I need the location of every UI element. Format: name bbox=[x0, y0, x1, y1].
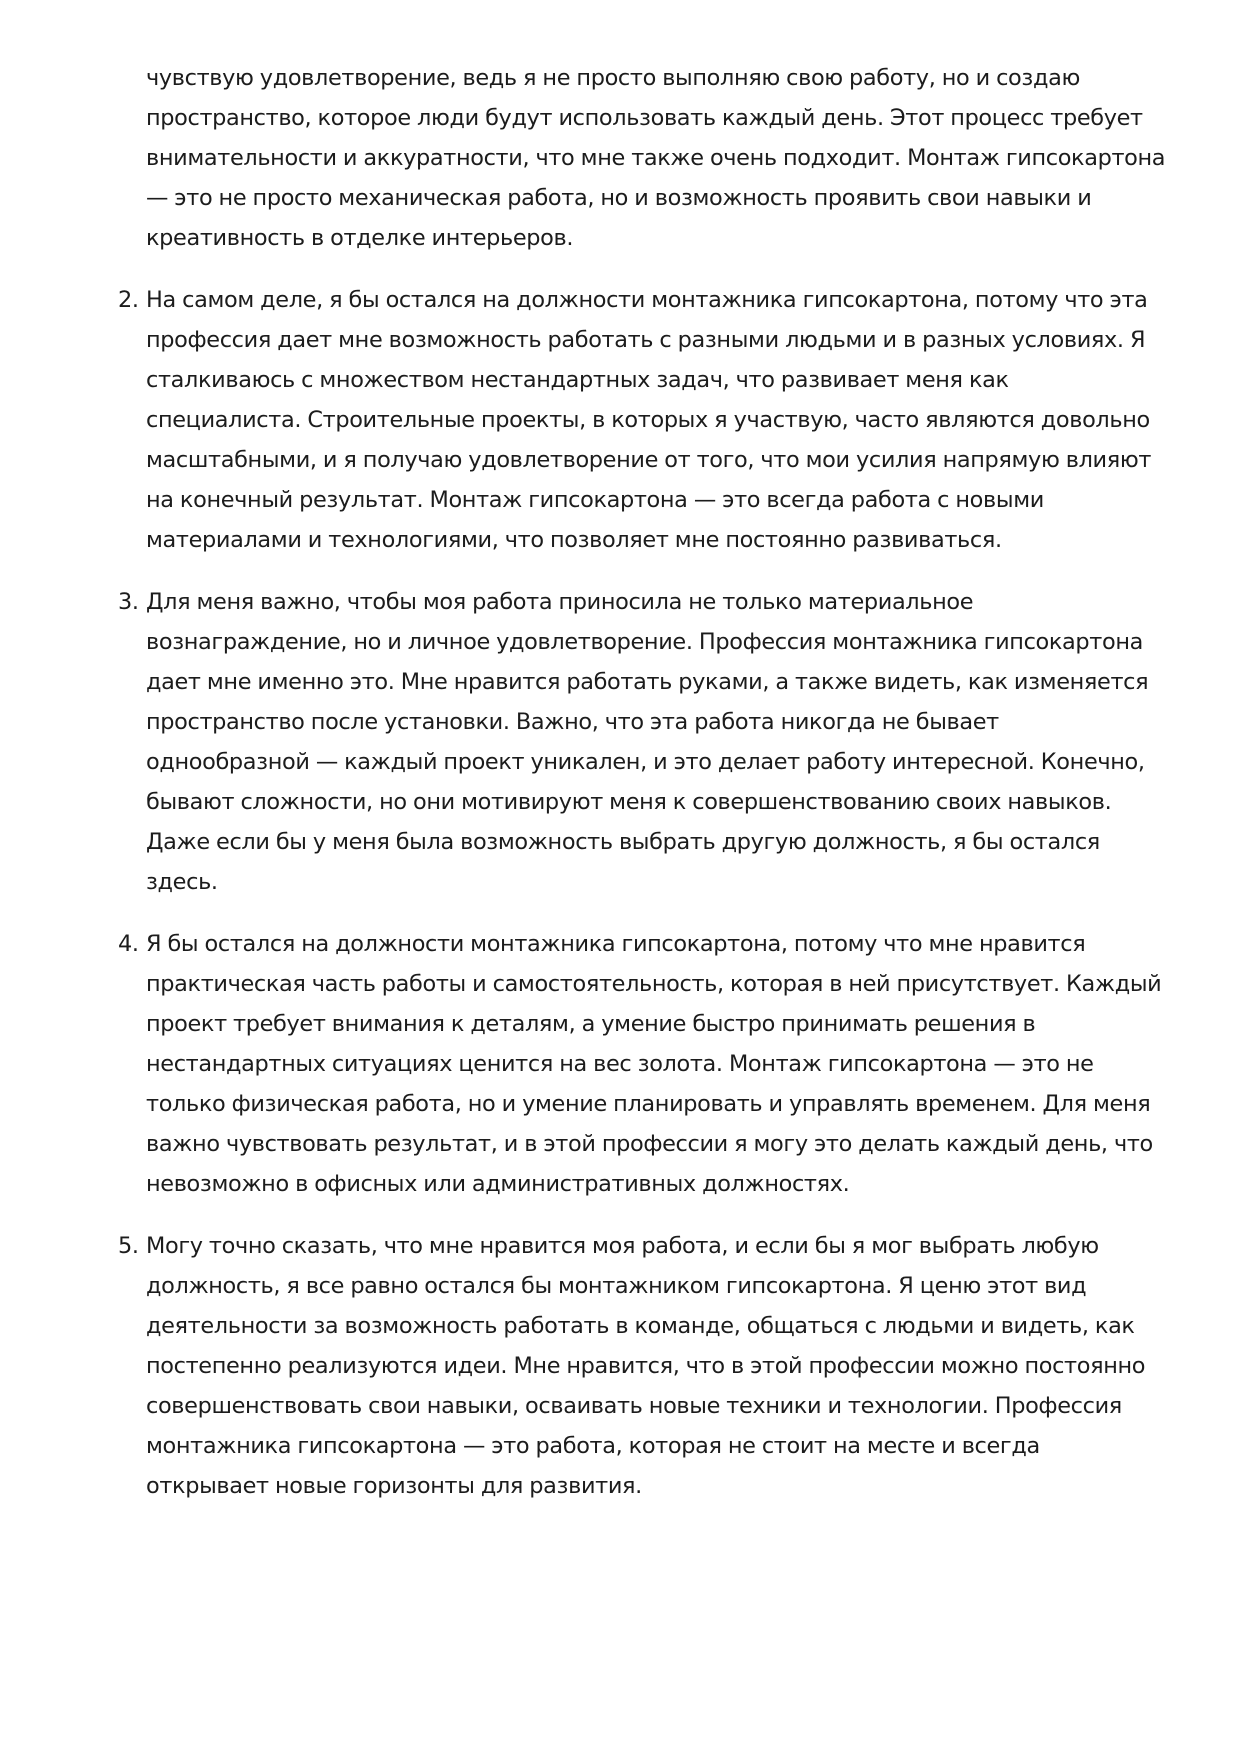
list-item-number: 4. bbox=[118, 931, 139, 957]
list-item-number: 2. bbox=[118, 287, 139, 313]
list-item-number: 3. bbox=[118, 589, 139, 615]
list-item-5 bbox=[118, 1226, 1168, 1506]
list-item-text: Я бы остался на должности монтажника гипсокартона, потому что мне нравится практическая часть работы и самостоятельность, которая в ней присутствует. Каждый проект требует внимания к деталям, а умение быстро принимать решения в нестандартных ситуациях ценится на вес золота. Монтаж гипсокартона — это не только физическая работа, но и умение планировать и управлять временем. Для меня важно чувствовать результат, и в этой профессии я могу это делать каждый день, что невозможно в офисных или административных должностях. bbox=[146, 931, 1162, 1197]
list-item-4 bbox=[118, 924, 1168, 1204]
list-item-text: Для меня важно, чтобы моя работа приносила не только материальное вознаграждение, но и личное удовлетворение. Профессия монтажника гипсокартона дает мне именно это. Мне нравится работать руками, а также видеть, как изменяется пространство после установки. Важно, что эта работа никогда не бывает однообразной — каждый проект уникален, и это делает работу интересной. Конечно, бывают сложности, но они мотивируют меня к совершенствованию своих навыков. Даже если бы у меня была возможность выбрать другую должность, я бы остался здесь. bbox=[146, 589, 1149, 895]
list-item-text: Могу точно сказать, что мне нравится моя работа, и если бы я мог выбрать любую должность, я все равно остался бы монтажником гипсокартона. Я ценю этот вид деятельности за возможность работать в команде, общаться с людьми и видеть, как постепенно реализуются идеи. Мне нравится, что в этой профессии можно постоянно совершенствовать свои навыки, осваивать новые техники и технологии. Профессия монтажника гипсокартона — это работа, которая не стоит на месте и всегда открывает новые горизонты для развития. bbox=[146, 1233, 1146, 1499]
list-item-text: На самом деле, я бы остался на должности монтажника гипсокартона, потому что эта профессия дает мне возможность работать с разными людьми и в разных условиях. Я сталкиваюсь с множеством нестандартных задач, что развивает меня как специалиста. Строительные проекты, в которых я участвую, часто являются довольно масштабными, и я получаю удовлетворение от того, что мои усилия напрямую влияют на конечный результат. Монтаж гипсокартона — это всегда работа с новыми материалами и технологиями, что позволяет мне постоянно развиваться. bbox=[146, 287, 1152, 553]
list-item-2 bbox=[118, 280, 1168, 560]
list-item-continuation bbox=[118, 58, 1168, 258]
list-item-text: чувствую удовлетворение, ведь я не просто выполняю свою работу, но и создаю пространство, которое люди будут использовать каждый день. Этот процесс требует внимательности и аккуратности, что мне также очень подходит. Монтаж гипсокартона — это не просто механическая работа, но и возможность проявить свои навыки и креативность в отделке интерьеров. bbox=[146, 65, 1166, 251]
list-item-number: 5. bbox=[118, 1233, 139, 1259]
list-item-3 bbox=[118, 582, 1168, 902]
answer-list bbox=[118, 58, 1168, 1528]
